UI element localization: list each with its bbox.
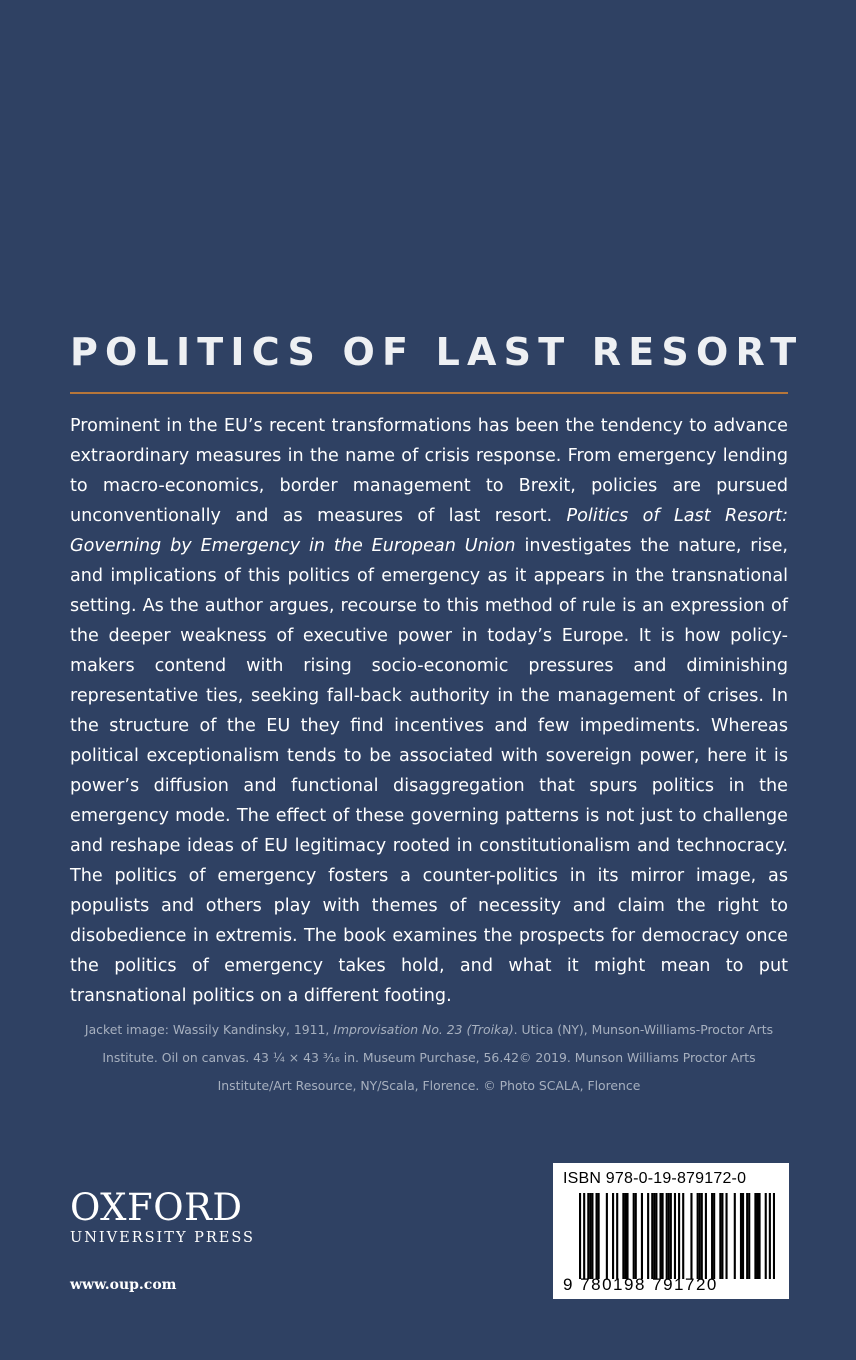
title-divider [70, 392, 788, 394]
book-title: POLITICS OF LAST RESORT [70, 330, 804, 374]
publisher-subtitle: UNIVERSITY PRESS [70, 1230, 255, 1246]
blurb-text-part1: Prominent in the EU’s recent transformations has been the tendency to advance extraordinary measures in the name of crisis response. From emergency lending to macro-economics, border management to Brexit, policies are pursued unconventionally and as measures of last resort. [70, 416, 788, 526]
barcode-icon [579, 1193, 775, 1279]
book-blurb [70, 411, 788, 1011]
blurb-text-part2: investigates the nature, rise, and implications of this politics of emergency as it appears in the transnational setting. As the author argues, recourse to this method of rule is an expression of the deeper weakness of executive power in today’s Europe. It is how policy-makers contend with rising socio-economic pressures and diminishing representative ties, seeking fall-back authority in the management of crises. In the structure of the EU they find incentives and few impediments. Whereas political exceptionalism tends to be associated with sovereign power, here it is power’s diffusion and functional disaggregation that spurs politics in the emergency mode. The effect of these governing patterns is not just to challenge and reshape ideas of EU legitimacy rooted in constitutionalism and technocracy. The politics of emergency fosters a counter-politics in its mirror image, as populists and others play with themes of necessity and claim the right to disobedience in extremis. The book examines the prospects for democracy once the politics of emergency takes hold, and what it might mean to put transnational politics on a different footing. [70, 536, 788, 1006]
credit-text-part2: . Utica (NY), Munson-Williams-Proctor Arts Institute. Oil on canvas. 43 ¼ × 43 ³⁄₁₆ in. Museum Purchase, 56.42© 2019. Munson Williams Proctor Arts Institute/Art Resource, NY/Scala, Florence. © Photo SCALA, Florence [102, 1022, 774, 1093]
publisher-logo [70, 1188, 280, 1248]
credit-artwork-title: Improvisation No. 23 (Troika) [333, 1022, 514, 1037]
isbn-label: ISBN 978-0-19-879172-0 [563, 1170, 747, 1187]
jacket-image-credit [70, 1016, 788, 1100]
publisher-name: OXFORD [70, 1186, 243, 1229]
barcode-digits: 9 780198 791720 [563, 1275, 718, 1294]
isbn-barcode-box [553, 1163, 789, 1299]
credit-text-part1: Jacket image: Wassily Kandinsky, 1911, [84, 1022, 334, 1037]
blurb-book-title: Politics of Last Resort: Governing by Emergency in the European Union [70, 506, 789, 556]
publisher-url: www.oup.com [70, 1277, 177, 1293]
